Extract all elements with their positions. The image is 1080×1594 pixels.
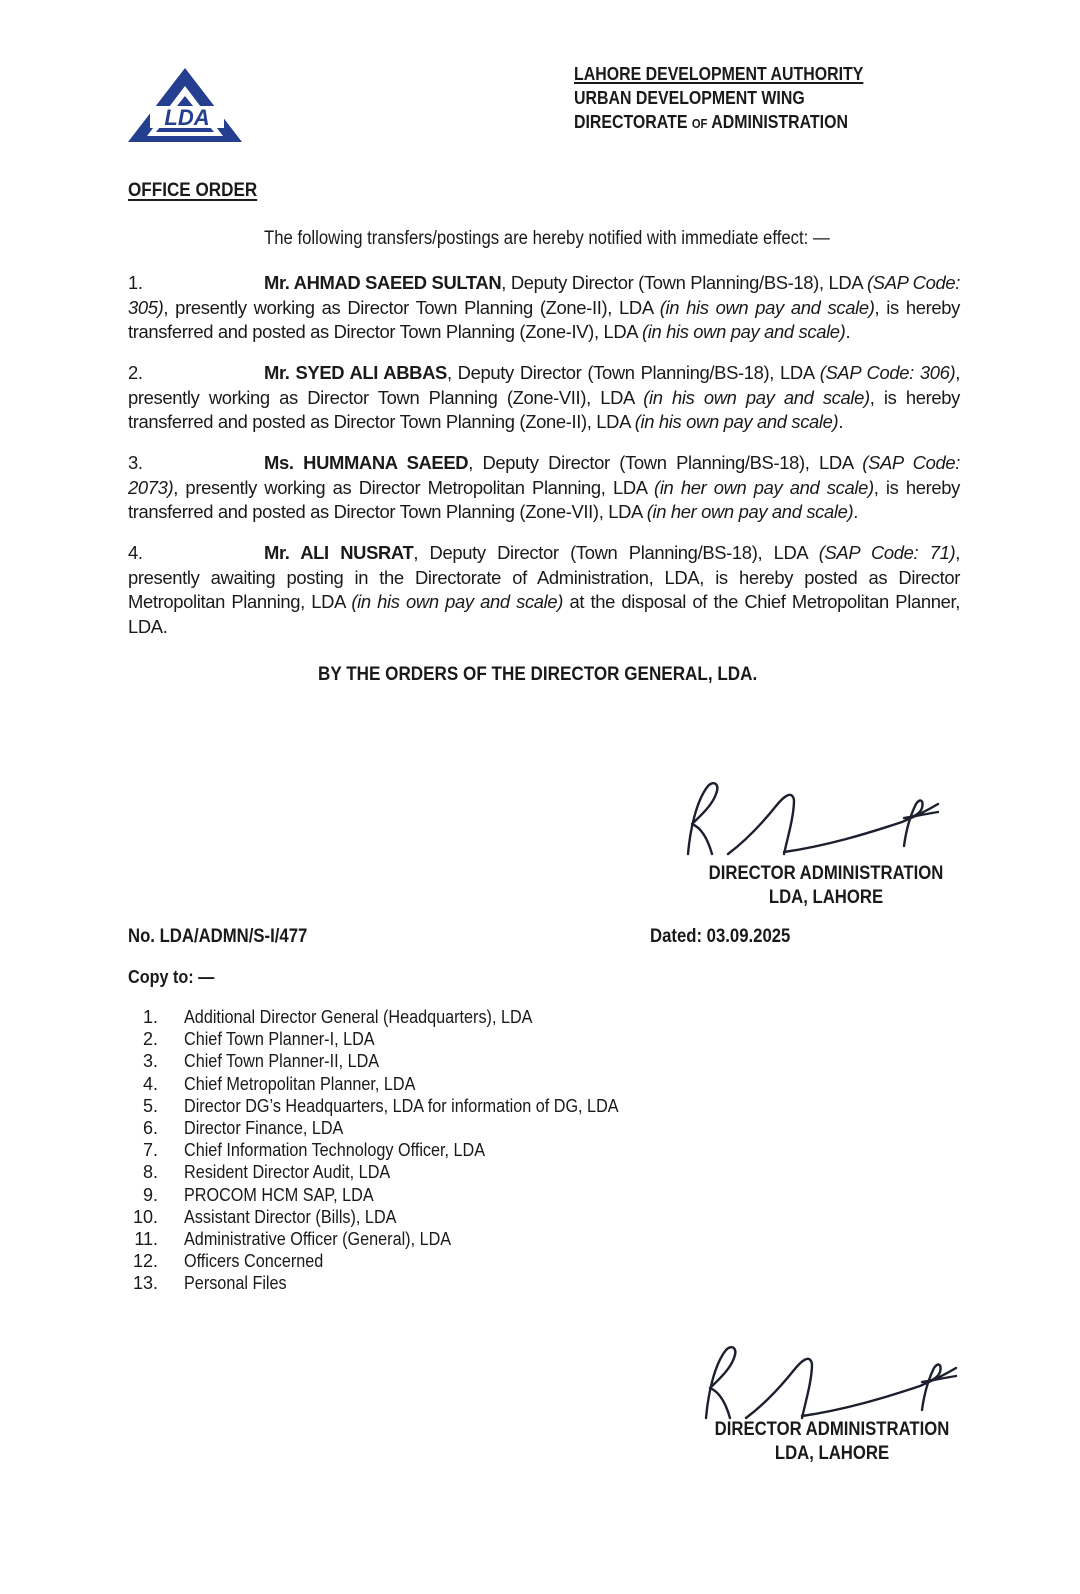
signatory-location: LDA, LAHORE [774,1443,890,1464]
list-item [128,1006,828,1028]
reference-number: No. LDA/ADMN/S-I/477 [128,926,308,947]
by-order-line: BY THE ORDERS OF THE DIRECTOR GENERAL, LDA. [318,664,758,685]
list-item-text: Resident Director Audit, LDA [184,1162,391,1183]
order-text: , is hereby transferred and posted as Director Town Planning (Zone-VII), LDA [128,476,960,522]
order-number: 4. [128,542,143,563]
pay-scale-note: (in his own pay and scale) [659,296,875,318]
pay-scale-note: (in his own pay and scale) [641,321,846,342]
signatory-title: DIRECTOR ADMINISTRATION [708,863,944,884]
sap-code: (SAP Code: 305) [128,272,960,318]
order-paragraph-4 [128,541,960,639]
pay-scale-note: (in her own pay and scale) [654,476,874,498]
list-item-text: Chief Town Planner-I, LDA [184,1029,375,1050]
list-item [128,1139,828,1161]
signatory-block-2 [692,1418,972,1466]
list-item-number: 1. [142,1007,158,1027]
list-item-text: Personal Files [184,1273,287,1294]
list-item [128,1095,828,1117]
signature-1 [676,776,956,858]
order-text: , is hereby transferred and posted as Director Town Planning (Zone-II), LDA [128,386,960,432]
list-item-text: Director DG’s Headquarters, LDA for information of DG, LDA [184,1095,619,1116]
list-item [128,1161,828,1183]
sap-code: (SAP Code: 306) [819,362,956,383]
intro-text: The following transfers/postings are hereby notified with immediate effect: — [264,228,830,249]
order-text: at the disposal of the Chief Metropolitan Planner, LDA. [128,591,960,637]
directorate-name [574,110,863,136]
sap-code: (SAP Code: 2073) [128,452,960,498]
list-item [128,1073,828,1095]
list-item-number: 4. [142,1073,158,1094]
officer-name: Mr. ALI NUSRAT [264,542,414,563]
wing-name: URBAN DEVELOPMENT WING [574,87,805,108]
signatory-location: LDA, LAHORE [768,887,884,908]
sap-code: (SAP Code: 71) [818,542,956,563]
list-item-text: Officers Concerned [184,1251,324,1272]
order-text: , presently working as Director Metropolitan Planning, LDA [173,476,655,498]
order-end: . [853,501,859,522]
list-item-number: 2. [142,1029,158,1050]
order-text: , presently working as Director Town Planning (Zone-II), LDA [163,296,660,318]
list-item-number: 11. [134,1228,158,1249]
order-designation: , Deputy Director (Town Planning/BS-18), LDA [413,542,819,563]
org-name: LAHORE DEVELOPMENT AUTHORITY [574,63,864,84]
list-item-text: Director Finance, LDA [184,1117,344,1138]
list-item [128,1206,828,1228]
pay-scale-note: (in his own pay and scale) [351,591,564,612]
lda-logo [126,66,244,144]
directorate-prefix: DIRECTORATE [574,111,688,132]
logo-text: LDA [164,105,210,130]
signatory-title: DIRECTOR ADMINISTRATION [714,1419,950,1440]
order-paragraph-2 [128,361,960,435]
list-item-number: 12. [132,1251,158,1272]
signature-2 [694,1340,974,1422]
list-item [128,1272,828,1294]
list-item-text: PROCOM HCM SAP, LDA [184,1184,374,1205]
list-item [128,1228,828,1250]
list-item [128,1117,828,1139]
copy-to-list [128,1006,828,1294]
list-item-text: Assistant Director (Bills), LDA [184,1206,397,1227]
order-number: 1. [128,272,143,293]
list-item-number: 13. [132,1273,158,1294]
list-item-text: Administrative Officer (General), LDA [184,1228,452,1249]
signatory-block-1 [686,862,966,910]
order-text: , presently working as Director Town Planning (Zone-VII), LDA [128,362,960,408]
order-number: 2. [128,362,143,383]
list-item [128,1250,828,1272]
list-item-number: 8. [142,1162,158,1183]
order-designation: , Deputy Director (Town Planning/BS-18), LDA [468,452,863,473]
list-item-number: 6. [142,1117,158,1138]
list-item-text: Chief Metropolitan Planner, LDA [184,1073,416,1094]
directorate-of: OF [691,116,708,131]
document-title: OFFICE ORDER [128,180,258,201]
list-item [128,1050,828,1072]
list-item-number: 5. [142,1095,158,1116]
order-text: , is hereby transferred and posted as Director Town Planning (Zone-IV), LDA [128,296,960,342]
directorate-suffix: ADMINISTRATION [711,111,848,132]
order-text: , presently awaiting posting in the Directorate of Administration, LDA, is hereby posted as Director Metropolitan Planning, LDA [128,542,960,612]
list-item-number: 10. [132,1206,158,1227]
list-item-number: 7. [142,1140,158,1161]
officer-name: Mr. SYED ALI ABBAS [264,362,447,383]
pay-scale-note: (in her own pay and scale) [646,501,854,522]
letterhead [574,62,863,136]
order-end: . [838,411,844,432]
list-item-text: Chief Town Planner-II, LDA [184,1051,380,1072]
list-item-number: 3. [142,1051,158,1072]
copy-to-label: Copy to: — [128,967,215,987]
pay-scale-note: (in his own pay and scale) [643,386,870,408]
order-end: . [845,321,851,342]
order-paragraph-1 [128,271,960,345]
officer-name: Ms. HUMMANA SAEED [264,452,469,473]
officer-name: Mr. AHMAD SAEED SULTAN [264,272,502,293]
list-item [128,1028,828,1050]
list-item-text: Chief Information Technology Officer, LDA [184,1140,486,1161]
pay-scale-note: (in his own pay and scale) [634,411,839,432]
order-paragraph-3 [128,451,960,525]
list-item-text: Additional Director General (Headquarters), LDA [184,1007,533,1027]
list-item-number: 9. [142,1184,158,1205]
order-designation: , Deputy Director (Town Planning/BS-18), LDA [501,272,868,293]
order-designation: , Deputy Director (Town Planning/BS-18), LDA [446,362,820,383]
document-date: Dated: 03.09.2025 [650,926,791,947]
order-number: 3. [128,452,143,473]
list-item [128,1184,828,1206]
